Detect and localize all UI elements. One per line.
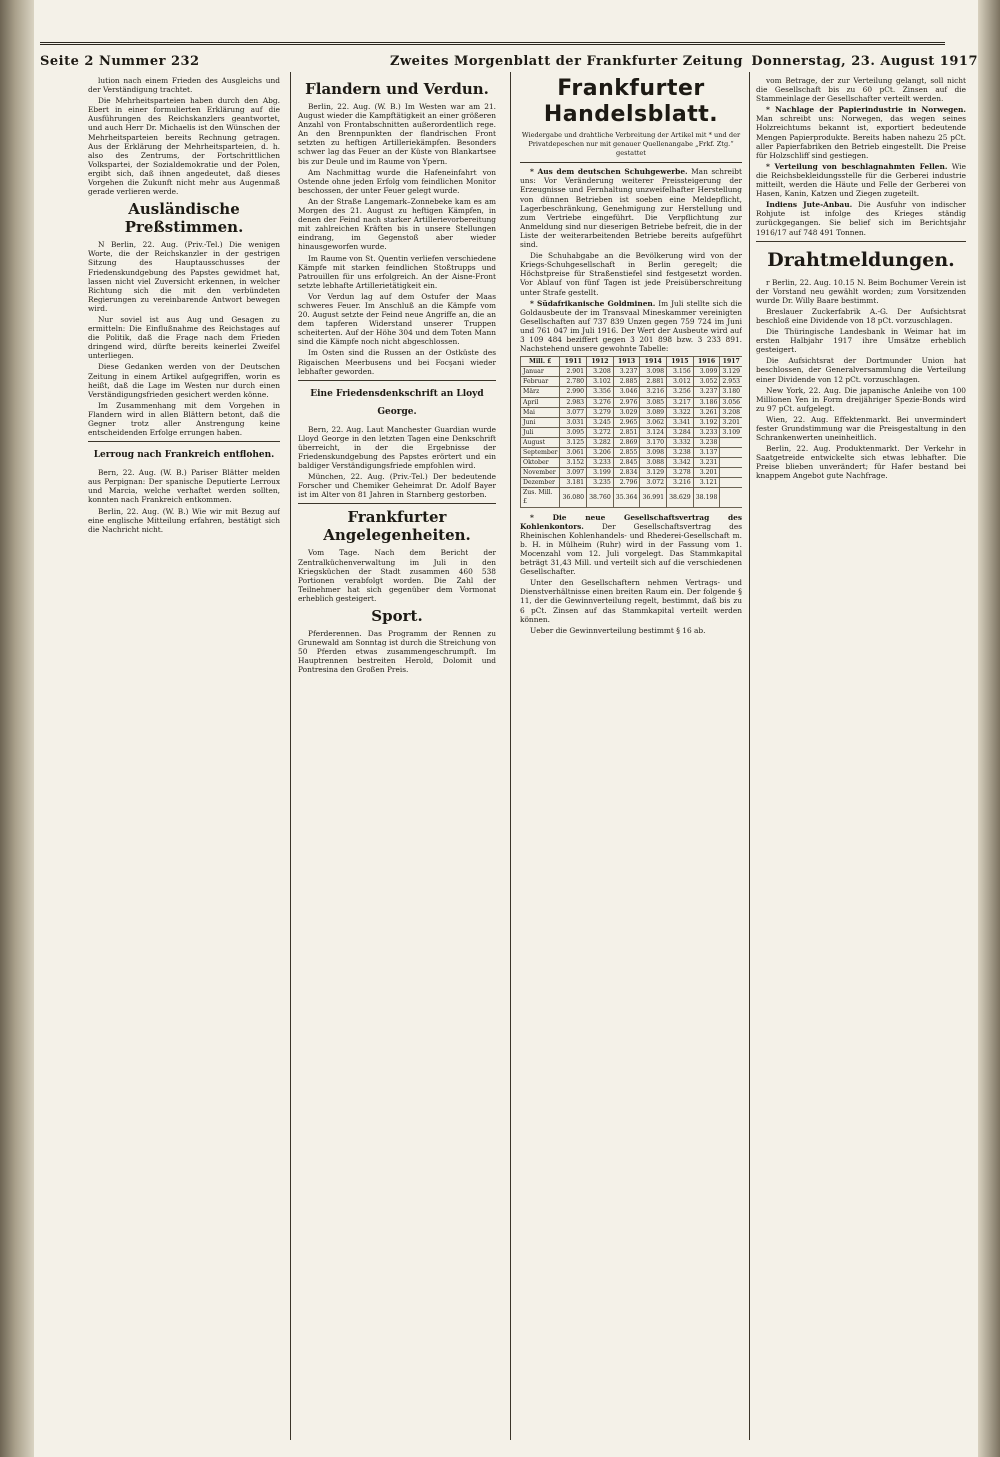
table-row: [521, 478, 743, 488]
article-text: N Berlin, 22. Aug. (Priv.-Tel.) Die wenigen Worte, die der Reichskanzler in der gestrigen Sitzung des Hauptausschusses der Friedenskundgebung des Papstes gewidmet hat, lassen nicht viel Zuversicht erkennen, in welcher Richtung sich die mit den verbündeten Regierungen zu vereinbarende Antwort bewegen wird.: [88, 240, 280, 313]
table-row: [521, 448, 743, 458]
article-text: Wie die Reichsbekleidungsstelle für die Gerberei industrie mitteilt, werden die Häute und Felle der Gerberei von Hasen, Kanin, Katzen und Ziegen zugeteilt.: [756, 161, 966, 199]
divider: [88, 441, 280, 442]
table-cell: November: [521, 468, 560, 478]
table-cell: 2.990: [560, 387, 587, 397]
table-cell: 3.088: [640, 458, 667, 468]
article-text: Pferderennen. Das Programm der Rennen zu Grunewald am Sonntag ist durch die Streichung von 50 Pferden etwas zusammengeschrumpft. Im Hauptrennen bestreiten Herold, Dolomit und Pontresina den Großen Preis.: [298, 629, 496, 675]
wire-report: Wien, 22. Aug. Effektenmarkt. Bei unvermindert fester Grundstimmung war die Preisgestaltung in den Schrankenwerten uneinheitlich.: [756, 414, 966, 443]
table-header-cell: 1911: [560, 357, 587, 367]
table-cell: 2.834: [613, 468, 640, 478]
table-row: [521, 407, 743, 417]
table-cell: 2.851: [613, 427, 640, 437]
table-cell: September: [521, 448, 560, 458]
article-text: vom Betrage, der zur Verteilung gelangt, soll nicht die Gesellschaft bis zu 60 pCt. Zinsen auf die Stammeinlage der Gesellschafter verteilt werden.: [756, 76, 966, 104]
divider: [298, 380, 496, 381]
table-cell: 2.965: [613, 417, 640, 427]
table-cell: 3.322: [667, 407, 694, 417]
table-cell: August: [521, 437, 560, 447]
table-cell: 3.245: [587, 417, 614, 427]
masthead: Zweites Morgenblatt der Frankfurter Zeitung: [390, 54, 743, 69]
table-cell: 2.953: [720, 377, 742, 387]
wire-report: Die Aufsichtsrat der Dortmunder Union hat beschlossen, der Generalversammlung die Verteilung einer Dividende von 12 pCt. vorzuschlagen.: [756, 356, 966, 384]
table-cell: 2.855: [613, 448, 640, 458]
wire-report: Die Thüringische Landesbank in Weimar hat im ersten Halbjahr 1917 ihre Umsätze erheblich gesteigert.: [756, 327, 966, 355]
table-cell: 3.170: [640, 437, 667, 447]
article-text: An der Straße Langemark–Zonnebeke kam es am Morgen des 21. August zu heftigen Kämpfen, in denen der Feind nach starker Artillerievorbereitung mit zahlreichen Kräften bis in unsere Stellungen eindrang, im Gegenstoß aber wieder hinausgeworfen wurde.: [298, 196, 496, 252]
table-cell: 3.109: [720, 427, 742, 437]
article-text: Im Juli stellte sich die Goldausbeute der im Transvaal Mineskammer vereinigten Gesellschaften auf 737 839 Unzen gegen 759 724 im Juni und 761 047 im Juli 1916. Der Wert der Ausbeute wird auf 3 109 484 beziffert gegen 3 201 898 bzw. 3 233 891. Nachstehend unsere gewohnte Tabelle:: [520, 298, 742, 354]
article-text: Unter den Gesellschaftern nehmen Vertrags- und Dienstverhältnisse einen breiten Raum ein. Der folgende § 11, der die Gewinnverteilung regelt, bestimmt, daß bis zu 6 pCt. Zinsen auf das Stammkapital verteilt werden können.: [520, 578, 742, 624]
table-cell: 3.206: [587, 448, 614, 458]
table-cell: 3.121: [693, 478, 720, 488]
article-headline: * Die neue Gesellschaftsvertrag des Kohlenkontors.: [520, 512, 742, 531]
page-edge: [978, 0, 1000, 1457]
wire-report: r Berlin, 22. Aug. 10.15 N. Beim Bochumer Verein ist der Vorstand neu gewählt worden; zum Vorsitzenden wurde Dr. Willy Baare bestimmt.: [756, 277, 966, 305]
table-cell: 3.061: [560, 448, 587, 458]
table-cell: [720, 468, 742, 478]
table-cell: 38.198: [693, 488, 720, 507]
column-war-news: [298, 76, 496, 1436]
table-header-row: [521, 357, 743, 367]
table-cell: 35.364: [613, 488, 640, 507]
table-cell: 3.099: [693, 367, 720, 377]
table-cell: 3.284: [667, 427, 694, 437]
wire-report: Berlin, 22. Aug. Produktenmarkt. Der Verkehr in Saatgetreide entwickelte sich etwas lebhafter. Die Preise blieben unverändert; für Hafer bestand bei knappem Angebot gute Nachfrage.: [756, 444, 966, 481]
table-cell: 2.845: [613, 458, 640, 468]
table-cell: 36.080: [560, 488, 587, 507]
section-title: Frankfurter Handelsblatt.: [543, 76, 719, 127]
table-cell: 3.046: [613, 387, 640, 397]
table-cell: 3.216: [667, 478, 694, 488]
table-cell: 3.233: [587, 458, 614, 468]
table-cell: 3.125: [560, 437, 587, 447]
table-cell: April: [521, 397, 560, 407]
table-cell: 3.238: [693, 437, 720, 447]
column-rule: [510, 72, 511, 1440]
article-headline: Indiens Jute-Anbau.: [766, 200, 853, 210]
article-text: Im Raume von St. Quentin verliefen verschiedene Kämpfe mit starken feindlichen Stoßtrupps und Patrouillen für uns erfolgreich. An der Aisne-Front setzte lebhafte Artillerietätigkeit ein.: [298, 253, 496, 290]
table-cell: Dezember: [521, 478, 560, 488]
section-title: Ausländische Preßstimmen.: [124, 200, 244, 237]
table-cell: Juli: [521, 427, 560, 437]
article-text: Bern, 22. Aug. (W. B.) Pariser Blätter melden aus Perpignan: Der spanische Deputierte Lerroux und Marcia, welche verhaftet werden sollten, konnten nach Frankreich entkommen.: [88, 468, 280, 505]
table-cell: 3.332: [667, 437, 694, 447]
article-text: Berlin, 22. Aug. (W. B.) Im Westen war am 21. August wieder die Kampftätigkeit an einer größeren Anzahl von Frontabschnitten außerordentlich rege. An den Brennpunkten der flandrischen Front setzten zu heftigen Artilleriekämpfen. Besonders schwer lag das Feuer an der Küste von Blankartsee bis zur Deule und im Raume von Ypern.: [298, 102, 496, 166]
table-cell: 3.056: [720, 397, 742, 407]
table-cell: 3.129: [720, 367, 742, 377]
table-row: [521, 397, 743, 407]
table-cell: 3.237: [693, 387, 720, 397]
table-cell: 3.192: [693, 417, 720, 427]
sub-headline: Lerroug nach Frankreich entflohen.: [93, 450, 275, 461]
table-cell: 3.102: [587, 377, 614, 387]
article-text: Man schreibt uns: Norwegen, das wegen seines Holzreichtums bekannt ist, exportiert bedeutende Mengen Papierprodukte. Bereits haben nahezu 25 pCt. aller Papierfabriken den Betrieb eingestellt. Die Preise für Holzschliff sind gestiegen.: [756, 114, 966, 160]
table-cell: [720, 448, 742, 458]
table-cell: 3.356: [587, 387, 614, 397]
table-cell: März: [521, 387, 560, 397]
table-cell: 2.869: [613, 437, 640, 447]
table-cell: 36.991: [640, 488, 667, 507]
table-cell: 3.062: [640, 417, 667, 427]
article-text: Die Ausfuhr von indischer Rohjute ist infolge des Krieges ständig zurückgegangen. Sie belief sich im Berichtsjahr 1916/17 auf 748 491 Tonnen.: [756, 200, 966, 237]
table-row: [521, 387, 743, 397]
article-text: Ueber die Gewinnverteilung bestimmt § 16 ab.: [530, 625, 706, 635]
book-spine: [0, 0, 34, 1457]
table-header-cell: 1917: [720, 357, 742, 367]
section-title: Frankfurter Angelegenheiten.: [323, 508, 471, 545]
table-cell: 3.201: [693, 468, 720, 478]
article-text: Vom Tage. Nach dem Bericht der Zentralküchenverwaltung im Juli in den Kriegsküchen der Stadt zusammen 460 538 Portionen verabfolgt worden. Die Zahl der Teilnehmer hat sich gegenüber dem Vormonat erheblich gesteigert.: [298, 548, 496, 603]
column-rule: [749, 72, 750, 1440]
article-text: lution nach einem Frieden des Ausgleichs und der Verständigung trachtet.: [88, 76, 280, 95]
table-cell: 3.180: [720, 387, 742, 397]
table-row: [521, 427, 743, 437]
table-header-cell: 1915: [667, 357, 694, 367]
table-header-cell: 1914: [640, 357, 667, 367]
table-cell: [720, 488, 742, 507]
article-text: München, 22. Aug. (Priv.-Tel.) Der bedeutende Forscher und Chemiker Geheimrat Dr. Adolf Bayer ist im Alter von 81 Jahren in Starnberg gestorben.: [298, 472, 496, 500]
table-row: [521, 417, 743, 427]
table-header-cell: 1916: [693, 357, 720, 367]
column-rule: [290, 72, 291, 1440]
article-text: Der Gesellschaftsvertrag des Rheinischen Kohlenhandels- und Rhederei-Gesellschaft m. b. H. in Mülheim (Ruhr) wird in der Fassung vom 1. Mocenzahl vom 12. Juli vorgelegt. Das Stammkapital beträgt 31,43 Mill. und verteilt sich auf die verschiedenen Gesellschafter.: [520, 521, 742, 577]
table-cell: 3.217: [667, 397, 694, 407]
table-cell: 3.272: [587, 427, 614, 437]
table-cell: 3.137: [693, 448, 720, 458]
section-title: Sport.: [371, 607, 423, 626]
table-cell: Februar: [521, 377, 560, 387]
table-cell: 3.085: [640, 397, 667, 407]
table-cell: Januar: [521, 367, 560, 377]
table-cell: 3.342: [667, 458, 694, 468]
article-text: Im Osten sind die Russen an der Ostküste des Rigaischen Meerbusens und bei Focşani wieder lebhafter geworden.: [298, 348, 496, 376]
table-header-cell: Mill. £: [521, 357, 560, 367]
table-cell: 3.282: [587, 437, 614, 447]
issue-date: Donnerstag, 23. August 1917: [751, 54, 978, 69]
table-cell: 3.097: [560, 468, 587, 478]
table-cell: 3.077: [560, 407, 587, 417]
table-cell: 3.089: [640, 407, 667, 417]
table-cell: 2.780: [560, 377, 587, 387]
article-text: Im Zusammenhang mit dem Vorgehen in Flandern wird in allen Blättern betont, daß die Gegner trotz aller Anstrengung keine entscheidenden Erfolge errungen haben.: [88, 400, 280, 438]
copyright-note: Wiedergabe und drahtliche Verbreitung der Artikel mit * und der Privatdepeschen nur mit genauer Quellenangabe „Frkf. Ztg.“ gestattet: [521, 131, 741, 158]
table-cell: Zus. Mill. £: [521, 488, 560, 507]
divider: [520, 162, 742, 163]
table-cell: 3.231: [693, 458, 720, 468]
table-cell: 3.233: [693, 427, 720, 437]
table-cell: 3.029: [613, 407, 640, 417]
article-text: Diese Gedanken werden von der Deutschen Zeitung in einem Artikel aufgegriffen, worin es heißt, daß die Lage im Westen nur durch einen Verständigungsfrieden gesichert werden könne.: [88, 362, 280, 399]
article-text: Bern, 22. Aug. Laut Manchester Guardian wurde Lloyd George in den letzten Tagen eine Denkschrift überreicht, in der die Ergebnisse der Friedenskundgebung des Papstes erörtert und ein baldiger Verständigungsfriede empfohlen wird.: [298, 424, 496, 471]
column-wire-reports: [756, 76, 966, 1436]
table-cell: [720, 478, 742, 488]
table-row: [521, 437, 743, 447]
table-cell: 3.235: [587, 478, 614, 488]
article-text: Am Nachmittag wurde die Hafeneinfahrt von Ostende ohne jeden Erfolg vom feindlichen Monitor beschossen, der unter Feuer gelegt wurde.: [298, 167, 496, 195]
article-text: Die Mehrheitsparteien haben durch den Abg. Ebert in einer formulierten Erklärung auf die Ausführungen des Reichskanzlers geantwortet, und auch Herr Dr. Michaelis ist den Wünschen der Mehrheitsparteien bereits Rechnung getragen. Aus der Erklärung der Mehrheitsparteien, d. h. also des Zentrums, der Fortschrittlichen Volkspartei, der Sozialdemokratie und der Polen, ergibt sich, daß ihnen angedeutet, daß dieses Vorgehen die Zukunft nicht mehr aus Augenmaß gerade verlieren werde.: [88, 96, 280, 197]
table-cell: 3.199: [587, 468, 614, 478]
table-row: [521, 367, 743, 377]
table-cell: 2.885: [613, 377, 640, 387]
table-cell: 3.098: [640, 448, 667, 458]
table-cell: 3.208: [587, 367, 614, 377]
article-headline: * Verteilung von beschlagnahmten Fellen.: [766, 161, 948, 171]
table-cell: 3.095: [560, 427, 587, 437]
article-text: Die Schuhabgabe an die Bevölkerung wird von der Kriegs-Schuhgesellschaft in Berlin geregelt; die Höchstpreise für Straßenstiefel sind festgesetzt worden. Vor Ablauf von fünf Tagen ist jede Preisüberschreitung unter Strafe gestellt.: [520, 251, 742, 297]
gold-output-table: [520, 356, 742, 507]
table-cell: 2.796: [613, 478, 640, 488]
table-cell: [720, 437, 742, 447]
divider: [298, 503, 496, 504]
sub-headline: Eine Friedensdenkschrift an Lloyd George.: [310, 388, 484, 417]
table-body: [521, 367, 743, 507]
table-cell: [720, 458, 742, 468]
page-number: Seite 2 Nummer 232: [40, 54, 200, 69]
table-cell: 3.186: [693, 397, 720, 407]
table-cell: 3.216: [640, 387, 667, 397]
page-header: [40, 4, 945, 45]
article-text: Nur soviel ist aus Aug und Gesagen zu ermitteln: Die Einflußnahme des Reichstages auf die Politik, daß die Frage nach dem Frieden dringend wird, dürfte bereits keinerlei Zweifel unterliegen.: [88, 314, 280, 361]
table-cell: 2.881: [640, 377, 667, 387]
wire-report: New York, 22. Aug. Die japanische Anleihe von 100 Millionen Yen in Form dreijähriger Spezie-Bonds wird zu 97 pCt. aufgelegt.: [756, 385, 966, 413]
column-politics: [88, 76, 280, 1436]
table-row: [521, 458, 743, 468]
table-cell: 3.278: [667, 468, 694, 478]
table-cell: 3.129: [640, 468, 667, 478]
table-row: [521, 488, 743, 507]
table-cell: 3.238: [667, 448, 694, 458]
column-commerce: [520, 76, 742, 1436]
table-row: [521, 377, 743, 387]
article-text: Man schreibt uns: Vor Veränderung weiterer Preissteigerung der Erzeugnisse und Fernhaltung unzweifelhafter Herstellung von dünnen Betrieben ist soeben eine Meldepflicht, Lagerbeschränkung, Genehmigung zur Herstellung und zum Vertriebe eingeführt. Die Verpflichtung zur Anmeldung sind nur dieserigen Betriebe befreit, die in der Liste der weiterarbeitenden Betriebe bereits aufgeführt sind.: [520, 167, 742, 250]
table-cell: 3.256: [667, 387, 694, 397]
table-cell: 3.261: [693, 407, 720, 417]
table-cell: 3.208: [720, 407, 742, 417]
section-title: Drahtmeldungen.: [767, 248, 955, 271]
table-cell: 38.760: [587, 488, 614, 507]
table-cell: 3.031: [560, 417, 587, 427]
table-cell: 3.072: [640, 478, 667, 488]
table-cell: 3.156: [667, 367, 694, 377]
table-cell: 3.098: [640, 367, 667, 377]
table-cell: 3.124: [640, 427, 667, 437]
table-cell: Mai: [521, 407, 560, 417]
table-cell: 3.012: [667, 377, 694, 387]
table-cell: 3.237: [613, 367, 640, 377]
table-cell: 2.983: [560, 397, 587, 407]
article-headline: * Nachlage der Papierindustrie in Norwegen.: [766, 105, 966, 115]
table-cell: 3.181: [560, 478, 587, 488]
article-text: Berlin, 22. Aug. (W. B.) Wie wir mit Bezug auf eine englische Mitteilung erfahren, bestätigt sich die Nachricht nicht.: [88, 506, 280, 534]
article-text: Vor Verdun lag auf dem Ostufer der Maas schweres Feuer. Im Anschluß an die Kämpfe vom 20. August setzte der Feind neue Angriffe an, die an dem tapferen Widerstand unserer Truppen scheiterten. Auf der Höhe 304 und dem Toten Mann sind die Kämpfe noch nicht abgeschlossen.: [298, 291, 496, 347]
table-cell: 3.341: [667, 417, 694, 427]
table-cell: 38.629: [667, 488, 694, 507]
divider: [756, 241, 966, 242]
table-cell: 2.901: [560, 367, 587, 377]
section-title: Flandern und Verdun.: [305, 80, 489, 98]
table-header-cell: 1913: [613, 357, 640, 367]
table-header-cell: 1912: [587, 357, 614, 367]
table-cell: 3.276: [587, 397, 614, 407]
table-cell: 3.152: [560, 458, 587, 468]
table-row: [521, 468, 743, 478]
table-cell: Oktober: [521, 458, 560, 468]
article-headline: * Aus dem deutschen Schuhgewerbe.: [530, 167, 688, 177]
table-cell: 3.201: [720, 417, 742, 427]
table-cell: 2.976: [613, 397, 640, 407]
table-cell: Juni: [521, 417, 560, 427]
table-cell: 3.279: [587, 407, 614, 417]
table-cell: 3.052: [693, 377, 720, 387]
wire-report: Breslauer Zuckerfabrik A.-G. Der Aufsichtsrat beschloß eine Dividende von 18 pCt. vorzuschlagen.: [756, 306, 966, 325]
article-headline: * Südafrikanische Goldminen.: [530, 298, 656, 308]
